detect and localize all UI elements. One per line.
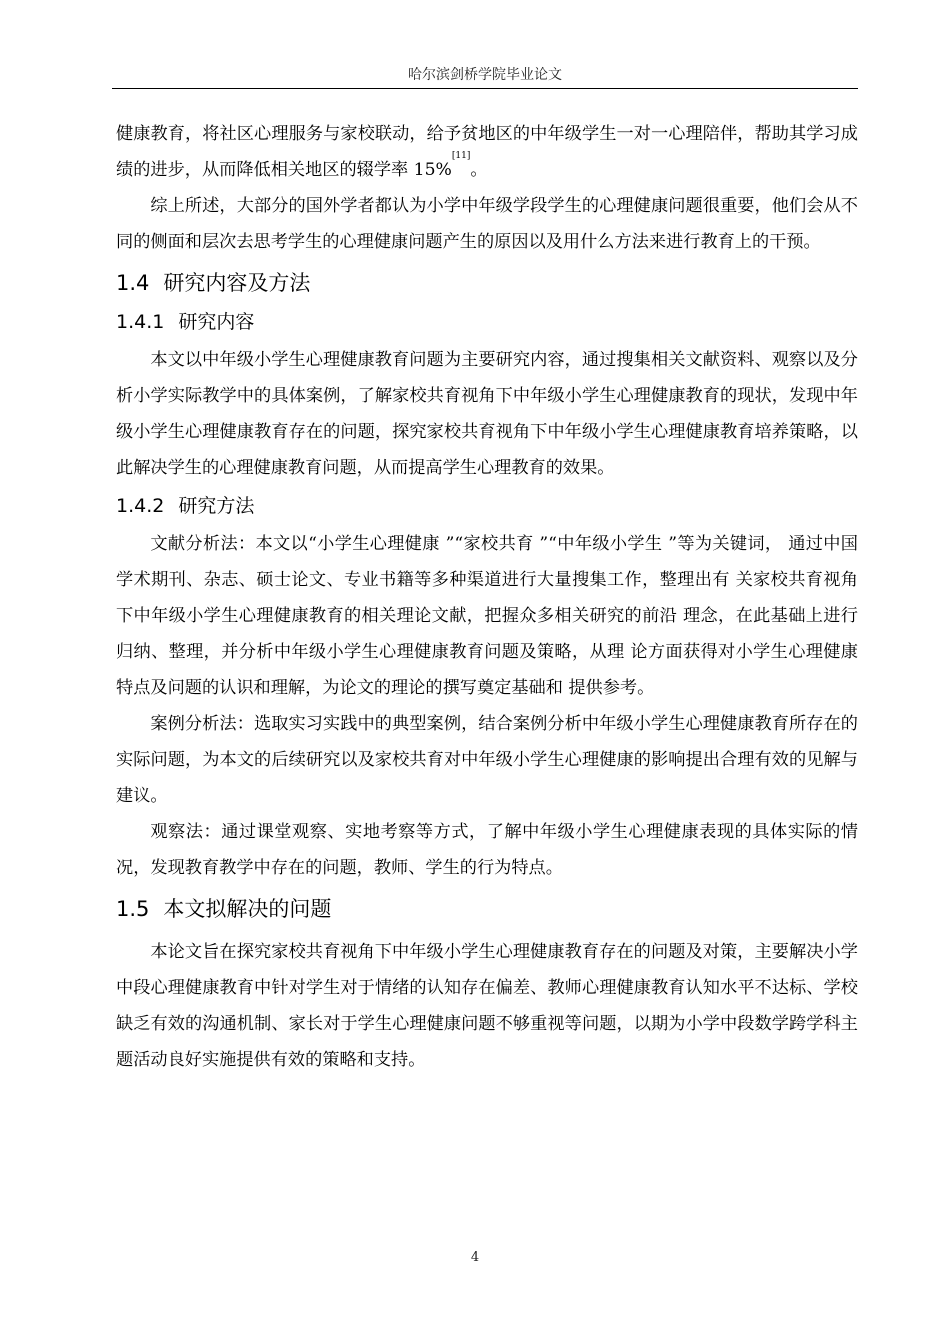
subsection-heading-1-4-2 [116,492,858,520]
paragraph-research-content: 本文以中年级小学生心理健康教育问题为主要研究内容，通过搜集相关文献资料、观察以及分析小学实际教学中的具体案例，了解家校共育视角下中年级小学生心理健康教育的现状，发现中年级小学生心理健康教育存在的问题，探究家校共育视角下中年级小学生心理健康教育培养策略，以此解决学生的心理健康教育问题，从而提高学生心理教育的效果。 [116,350,858,478]
section-number: 1.4 [116,271,150,295]
paragraph-observation-method: 观察法：通过课堂观察、实地考察等方式，了解中年级小学生心理健康表现的具体实际的情况，发现教育教学中存在的问题，教师、学生的行为特点。 [116,822,858,878]
paragraph-text: 健康教育，将社区心理服务与家校联动，给予贫地区的中年级学生一对一心理陪伴，帮助其学习成绩的进步，从而降低相关地区的辍学率 15% [116,124,858,180]
paragraph-continuation [116,116,858,188]
page-number: 4 [470,1250,480,1265]
paragraph-end: 。 [470,160,488,180]
paragraph-summary: 综上所述，大部分的国外学者都认为小学中年级学段学生的心理健康问题很重要，他们会从不同的侧面和层次去思考学生的心理健康问题产生的原因以及用什么方法来进行教育上的干预。 [116,196,858,252]
subsection-title: 研究内容 [178,311,255,333]
header-title: 哈尔滨剑桥学院毕业论文 [408,67,562,83]
section-heading-1-5 [116,894,858,924]
subsection-number: 1.4.1 [116,311,165,333]
section-title: 研究内容及方法 [163,271,311,295]
section-number: 1.5 [116,897,150,921]
citation-marker: [11] [451,151,471,161]
subsection-heading-1-4-1 [116,308,858,336]
paragraph-problems: 本论文旨在探究家校共育视角下中年级小学生心理健康教育存在的问题及对策，主要解决小学中段心理健康教育中针对学生对于情绪的认知存在偏差、教师心理健康教育认知水平不达标、学校缺乏有效的沟通机制、家长对于学生心理健康问题不够重视等问题，以期为小学中段数学跨学科主题活动良好实施提供有效的策略和支持。 [116,942,858,1070]
paragraph-literature-method: 文献分析法：本文以“小学生心理健康 ”“家校共育 ”“中年级小学生 ”等为关键词， 通过中国学术期刊、杂志、硕士论文、专业书籍等多种渠道进行大量搜集工作，整理出有 关家校共育视角下中年级小学生心理健康教育的相关理论文献，把握众多相关研究的前沿 理念，在此基础上进行归纳、整理，并分析中年级小学生心理健康教育问题及策略，从理 论方面获得对小学生心理健康特点及问题的认识和理解，为论文的理论的撰写奠定基础和 提供参考。 [116,534,858,698]
subsection-title: 研究方法 [178,495,255,517]
section-title: 本文拟解决的问题 [163,897,332,921]
section-heading-1-4 [116,268,858,298]
page-header [112,62,858,89]
paragraph-case-method: 案例分析法：选取实习实践中的典型案例，结合案例分析中年级小学生心理健康教育所存在的实际问题，为本文的后续研究以及家校共育对中年级小学生心理健康的影响提出合理有效的见解与建议。 [116,714,858,806]
document-body [116,116,858,1078]
subsection-number: 1.4.2 [116,495,165,517]
